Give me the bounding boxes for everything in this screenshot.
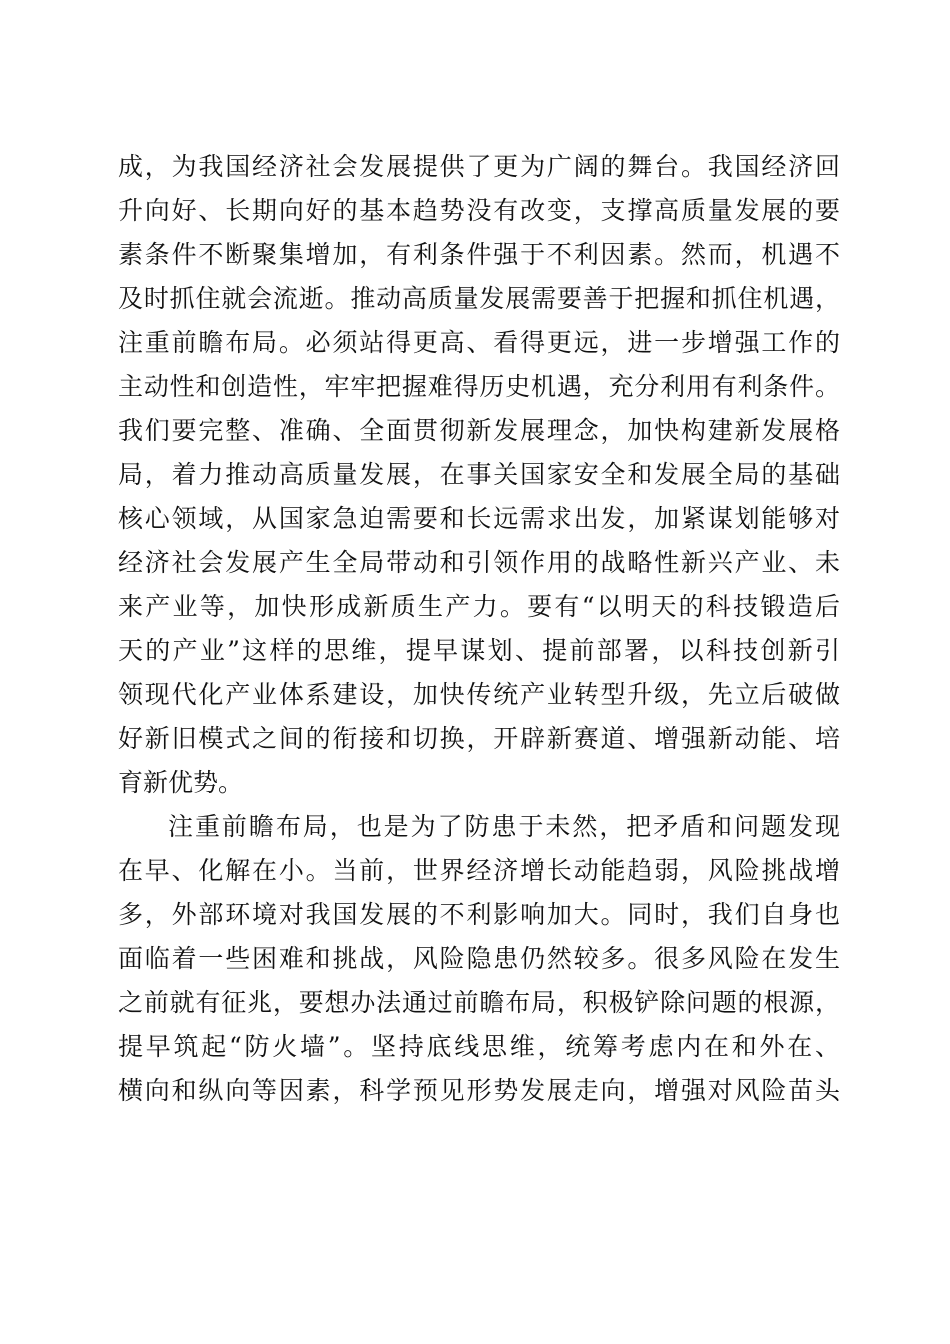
text-line: 升向好、长期向好的基本趋势没有改变，支撑高质量发展的要 [118, 196, 840, 225]
text-line: 素条件不断聚集增加，有利条件强于不利因素。然而，机遇不 [118, 240, 840, 269]
text-line: 注重前瞻布局，也是为了防患于未然，把矛盾和问题发现 [168, 812, 840, 841]
text-line: 成，为我国经济社会发展提供了更为广阔的舞台。我国经济回 [118, 152, 840, 181]
paragraph-2 [118, 805, 840, 1113]
text-line: 核心领域，从国家急迫需要和长远需求出发，加紧谋划能够对 [118, 504, 840, 533]
body-text [118, 145, 840, 1113]
text-line: 横向和纵向等因素，科学预见形势发展走向，增强对风险苗头 [118, 1076, 840, 1105]
text-line: 经济社会发展产生全局带动和引领作用的战略性新兴产业、未 [118, 548, 840, 577]
text-line: 多，外部环境对我国发展的不利影响加大。同时，我们自身也 [118, 900, 840, 929]
text-line: 注重前瞻布局。必须站得更高、看得更远，进一步增强工作的 [118, 328, 840, 357]
text-line: 及时抓住就会流逝。推动高质量发展需要善于把握和抓住机遇， [118, 284, 840, 313]
text-line: 我们要完整、准确、全面贯彻新发展理念，加快构建新发展格 [118, 416, 840, 445]
text-line: 育新优势。 [118, 768, 244, 797]
text-line: 来产业等，加快形成新质生产力。要有“以明天的科技锻造后 [118, 592, 840, 621]
text-line: 好新旧模式之间的衔接和切换，开辟新赛道、增强新动能、培 [118, 724, 840, 753]
text-line: 领现代化产业体系建设，加快传统产业转型升级，先立后破做 [118, 680, 840, 709]
text-line: 提早筑起“防火墙”。坚持底线思维，统筹考虑内在和外在、 [118, 1032, 840, 1061]
text-line: 面临着一些困难和挑战，风险隐患仍然较多。很多风险在发生 [118, 944, 840, 973]
text-line: 天的产业”这样的思维，提早谋划、提前部署，以科技创新引 [118, 636, 840, 665]
text-line: 在早、化解在小。当前，世界经济增长动能趋弱，风险挑战增 [118, 856, 840, 885]
text-line: 之前就有征兆，要想办法通过前瞻布局，积极铲除问题的根源， [118, 988, 840, 1017]
text-line: 局，着力推动高质量发展，在事关国家安全和发展全局的基础 [118, 460, 840, 489]
text-line: 主动性和创造性，牢牢把握难得历史机遇，充分利用有利条件。 [118, 372, 840, 401]
paragraph-1 [118, 145, 840, 805]
